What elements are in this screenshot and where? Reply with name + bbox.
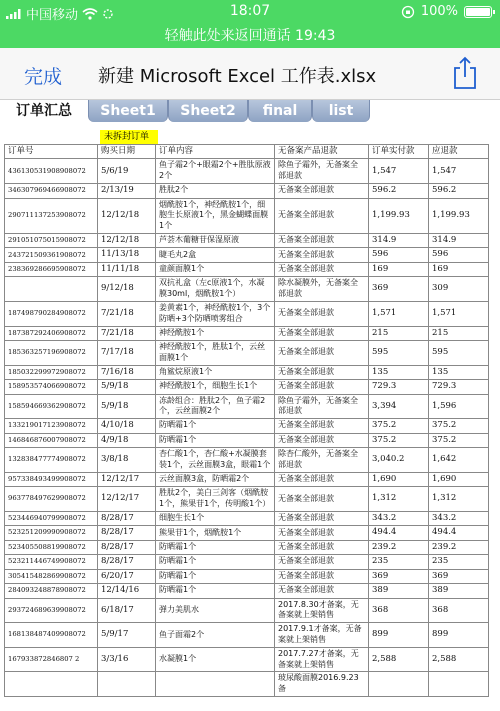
content-cell[interactable]: 防晒霜1个 (156, 540, 275, 554)
paid-cell[interactable]: 239.2 (369, 540, 429, 554)
refund-cell[interactable]: 215 (429, 326, 489, 340)
table-row (5, 511, 489, 525)
paid-cell[interactable]: 1,547 (369, 159, 429, 184)
unopened-orders-label: 未拆封订单 (100, 130, 158, 144)
paid-cell[interactable]: 235 (369, 555, 429, 569)
status-cell[interactable]: 除水凝膜外，无备案全部退款 (275, 277, 369, 302)
date-cell[interactable]: 11/11/18 (98, 262, 156, 276)
status-cell[interactable]: 无备案全部退款 (275, 326, 369, 340)
refund-cell[interactable]: 1,199.93 (429, 198, 489, 233)
date-cell[interactable]: 5/9/18 (98, 394, 156, 419)
content-cell[interactable]: 神经酰胺1个，胜肽1个，云丝面膜1个 (156, 340, 275, 365)
header-order-content[interactable]: 订单内容 (156, 145, 275, 159)
table-row (5, 623, 489, 648)
paid-cell[interactable]: 494.4 (369, 526, 429, 540)
status-cell[interactable]: 无备案全部退款 (275, 472, 369, 486)
refund-cell[interactable]: 1,596 (429, 394, 489, 419)
status-cell[interactable]: 无备案全部退款 (275, 540, 369, 554)
refund-cell[interactable]: 309 (429, 277, 489, 302)
status-cell[interactable]: 无备案全部退款 (275, 511, 369, 525)
content-cell[interactable]: 冻龄组合：胜肽2个，鱼子霜2个，云丝面膜2个 (156, 394, 275, 419)
table-row (5, 340, 489, 365)
date-cell[interactable]: 5/6/19 (98, 159, 156, 184)
order-id-cell[interactable]: 284093248878908072 (5, 584, 98, 598)
status-cell[interactable]: 无备案全部退款 (275, 584, 369, 598)
refund-cell[interactable]: 239.2 (429, 540, 489, 554)
order-id-cell[interactable]: 133219017123908072 (5, 419, 98, 433)
status-cell[interactable]: 无备案全部退款 (275, 433, 369, 447)
status-cell[interactable]: 无备案全部退款 (275, 248, 369, 262)
table-row (5, 277, 489, 302)
content-cell[interactable]: 云丝面膜3盒，防晒霜2个 (156, 472, 275, 486)
refund-cell[interactable]: 1,312 (429, 487, 489, 512)
paid-cell[interactable]: 596.2 (369, 184, 429, 198)
header-refund-status[interactable]: 无备案产品退款 (275, 145, 369, 159)
content-cell[interactable]: 双抗礼盒（左c原液1个，水凝膜30ml，烟酰胺1个） (156, 277, 275, 302)
paid-cell[interactable]: 899 (369, 623, 429, 648)
table-row (5, 555, 489, 569)
sheet-tabs (0, 100, 500, 124)
paid-cell[interactable]: 1,690 (369, 472, 429, 486)
header-purchase-date[interactable]: 购买日期 (98, 145, 156, 159)
refund-cell[interactable]: 1,642 (429, 448, 489, 473)
refund-cell[interactable]: 375.2 (429, 433, 489, 447)
table-row (5, 419, 489, 433)
table-row (5, 487, 489, 512)
header-refund-due[interactable]: 应退款 (429, 145, 489, 159)
paid-cell[interactable]: 375.2 (369, 433, 429, 447)
paid-cell[interactable]: 3,040.2 (369, 448, 429, 473)
refund-cell[interactable]: 375.2 (429, 419, 489, 433)
date-cell[interactable]: 7/16/18 (98, 365, 156, 379)
order-id-cell[interactable]: 305415482869908072 (5, 569, 98, 583)
status-cell[interactable]: 无备案全部退款 (275, 380, 369, 394)
refund-cell[interactable]: 899 (429, 623, 489, 648)
paid-cell[interactable]: 1,312 (369, 487, 429, 512)
table-row (5, 198, 489, 233)
status-cell[interactable]: 除鱼子霜外，无备案全部退款 (275, 394, 369, 419)
order-id-cell[interactable]: 168138487409908072 (5, 623, 98, 648)
order-id-cell[interactable]: 132838477774908072 (5, 448, 98, 473)
content-cell[interactable]: 杏仁酸1个，杏仁酸+水凝膜套装1个，云丝面膜3盒，眼霜1个 (156, 448, 275, 473)
order-id-cell[interactable]: 158594669362908072 (5, 394, 98, 419)
refund-cell[interactable]: 389 (429, 584, 489, 598)
spreadsheet[interactable] (4, 128, 496, 711)
refund-cell[interactable]: 369 (429, 569, 489, 583)
order-id-cell[interactable]: 167933872846807 2 (5, 647, 98, 672)
date-cell[interactable]: 7/21/18 (98, 326, 156, 340)
content-cell[interactable]: 防晒霜1个 (156, 555, 275, 569)
status-cell[interactable]: 2017.7.27才备案，无备案就上架销售 (275, 647, 369, 672)
refund-cell[interactable]: 314.9 (429, 233, 489, 247)
date-cell[interactable]: 12/12/18 (98, 198, 156, 233)
return-to-call-banner[interactable]: 轻触此处来返回通话 19:43 (0, 26, 500, 48)
content-cell[interactable]: 细胞生长1个 (156, 511, 275, 525)
table-row (5, 301, 489, 326)
battery-icon (464, 6, 492, 18)
table-row (5, 159, 489, 184)
status-cell[interactable]: 无备案全部退款 (275, 184, 369, 198)
table-row (5, 380, 489, 394)
paid-cell[interactable]: 369 (369, 569, 429, 583)
content-cell[interactable]: 姜黄素1个，神经酰胺1个，3个防晒+3个防晒喷雾组合 (156, 301, 275, 326)
orders-table (4, 144, 489, 697)
order-id-cell[interactable]: 293724689639908072 (5, 598, 98, 623)
order-id-cell[interactable]: 290711137253908072 (5, 198, 98, 233)
order-id-cell[interactable]: 957338493499908072 (5, 472, 98, 486)
order-id-cell[interactable]: 963778497629908072 (5, 487, 98, 512)
content-cell[interactable]: 童颜面膜1个 (156, 262, 275, 276)
table-row (5, 326, 489, 340)
order-id-cell[interactable]: 185032299972908072 (5, 365, 98, 379)
table-row (5, 433, 489, 447)
content-cell[interactable]: 弹力美肌水 (156, 598, 275, 623)
order-id-cell[interactable]: 185363257196908072 (5, 340, 98, 365)
table-row (5, 526, 489, 540)
content-cell[interactable]: 熊果苷1个，烟酰胺1个 (156, 526, 275, 540)
tab-sheet2[interactable]: Sheet2 (168, 100, 248, 122)
date-cell[interactable]: 7/17/18 (98, 340, 156, 365)
header-order-id[interactable]: 订单号 (5, 145, 98, 159)
status-cell[interactable]: 无备案全部退款 (275, 487, 369, 512)
document-title: 新建 Microsoft Excel 工作表.xlsx (98, 66, 377, 87)
clock: 18:07 (229, 3, 271, 19)
refund-cell[interactable]: 596.2 (429, 184, 489, 198)
table-row (5, 262, 489, 276)
order-id-cell[interactable]: 238369286695908072 (5, 262, 98, 276)
status-cell[interactable]: 玻尿酸面膜2016.9.23备 (275, 672, 369, 697)
status-cell[interactable]: 无备案全部退款 (275, 262, 369, 276)
paid-cell[interactable]: 1,199.93 (369, 198, 429, 233)
table-row (5, 184, 489, 198)
order-id-cell[interactable]: 436130531908908072 (5, 159, 98, 184)
carrier-name: 中国移动 (26, 8, 79, 23)
refund-cell[interactable]: 235 (429, 555, 489, 569)
date-cell[interactable]: 12/14/16 (98, 584, 156, 598)
paid-cell[interactable]: 3,394 (369, 394, 429, 419)
order-id-cell[interactable]: 243721509361908072 (5, 248, 98, 262)
order-id-cell[interactable]: 146846876007908072 (5, 433, 98, 447)
order-id-cell[interactable]: 523251209990908072 (5, 526, 98, 540)
status-cell[interactable]: 除杏仁酸外，无备案全部退款 (275, 448, 369, 473)
content-cell[interactable]: 鱼子霜2个+眼霜2个+胜肽原液2个 (156, 159, 275, 184)
paid-cell[interactable]: 314.9 (369, 233, 429, 247)
table-row (5, 448, 489, 473)
table-row (5, 598, 489, 623)
date-cell[interactable]: 5/9/18 (98, 380, 156, 394)
refund-cell[interactable]: 494.4 (429, 526, 489, 540)
date-cell[interactable]: 8/28/17 (98, 540, 156, 554)
order-id-cell[interactable]: 187498790284908072 (5, 301, 98, 326)
share-icon[interactable] (452, 56, 478, 90)
paid-cell[interactable]: 1,571 (369, 301, 429, 326)
content-cell[interactable]: 防晒霜1个 (156, 419, 275, 433)
content-cell[interactable]: 防晒霜1个 (156, 569, 275, 583)
status-cell[interactable]: 2017.9.1才备案，无备案就上架销售 (275, 623, 369, 648)
date-cell[interactable]: 12/12/17 (98, 487, 156, 512)
content-cell[interactable]: 水凝膜1个 (156, 647, 275, 672)
refund-cell[interactable]: 343.2 (429, 511, 489, 525)
status-cell[interactable]: 无备案全部退款 (275, 365, 369, 379)
order-id-cell[interactable]: 523446940799908072 (5, 511, 98, 525)
date-cell[interactable]: 5/9/17 (98, 623, 156, 648)
table-row (5, 233, 489, 247)
refund-cell[interactable]: 729.3 (429, 380, 489, 394)
date-cell[interactable]: 12/12/17 (98, 472, 156, 486)
order-id-cell[interactable]: 346307969466908072 (5, 184, 98, 198)
paid-cell[interactable]: 595 (369, 340, 429, 365)
date-cell[interactable]: 9/12/18 (98, 277, 156, 302)
content-cell[interactable]: 鱼子面霜2个 (156, 623, 275, 648)
status-cell[interactable]: 无备案全部退款 (275, 198, 369, 233)
content-cell[interactable]: 烟酰胺1个，神经酰胺1个，细胞生长原液1个，黑金蝴蝶面膜1个 (156, 198, 275, 233)
paid-cell[interactable]: 169 (369, 262, 429, 276)
table-row (5, 540, 489, 554)
content-cell[interactable]: 防晒霜1个 (156, 584, 275, 598)
order-id-cell[interactable] (5, 672, 98, 697)
battery-percent: 100% (420, 4, 458, 19)
content-cell[interactable]: 睫毛丸2盒 (156, 248, 275, 262)
status-cell[interactable]: 无备案全部退款 (275, 569, 369, 583)
done-button[interactable]: 完成 (24, 66, 63, 88)
status-cell[interactable]: 无备案全部退款 (275, 526, 369, 540)
header-amount-paid[interactable]: 订单实付款 (369, 145, 429, 159)
table-row (5, 472, 489, 486)
table-row (5, 584, 489, 598)
refund-cell[interactable]: 135 (429, 365, 489, 379)
refund-cell[interactable]: 169 (429, 262, 489, 276)
date-cell[interactable]: 6/20/17 (98, 569, 156, 583)
date-cell[interactable]: 7/21/18 (98, 301, 156, 326)
order-id-cell[interactable]: 291051075015908072 (5, 233, 98, 247)
table-row (5, 569, 489, 583)
order-id-cell[interactable]: 187387292406908072 (5, 326, 98, 340)
status-cell[interactable]: 无备案全部退款 (275, 340, 369, 365)
date-cell[interactable]: 2/13/19 (98, 184, 156, 198)
refund-cell[interactable]: 368 (429, 598, 489, 623)
refund-cell[interactable]: 2,588 (429, 647, 489, 672)
status-cell[interactable]: 除鱼子霜外，无备案全部退款 (275, 159, 369, 184)
table-row (5, 672, 489, 697)
orientation-lock-icon (401, 5, 415, 19)
paid-cell[interactable]: 368 (369, 598, 429, 623)
date-cell[interactable]: 3/8/18 (98, 448, 156, 473)
tab-list[interactable]: list (312, 100, 370, 122)
paid-cell[interactable]: 2,588 (369, 647, 429, 672)
nav-bar (0, 48, 500, 100)
header-row (5, 145, 489, 159)
paid-cell[interactable]: 389 (369, 584, 429, 598)
table-row (5, 365, 489, 379)
content-cell[interactable] (156, 672, 275, 697)
refund-cell[interactable]: 595 (429, 340, 489, 365)
status-cell[interactable]: 无备案全部退款 (275, 419, 369, 433)
order-id-cell[interactable]: 523211446749908072 (5, 555, 98, 569)
date-cell[interactable]: 8/28/17 (98, 511, 156, 525)
content-cell[interactable]: 芦荟木葡糖苷保湿原液 (156, 233, 275, 247)
refund-cell[interactable]: 1,690 (429, 472, 489, 486)
date-cell[interactable]: 3/3/16 (98, 647, 156, 672)
order-id-cell[interactable] (5, 277, 98, 302)
content-cell[interactable]: 胜肽2个，美白三剑客（烟酰胺1个，熊果苷1个，传明酸1个） (156, 487, 275, 512)
refund-cell[interactable]: 596 (429, 248, 489, 262)
refund-cell[interactable]: 1,547 (429, 159, 489, 184)
paid-cell[interactable]: 215 (369, 326, 429, 340)
date-cell[interactable]: 12/12/18 (98, 233, 156, 247)
table-row (5, 394, 489, 419)
refund-cell[interactable]: 1,571 (429, 301, 489, 326)
date-cell[interactable] (98, 672, 156, 697)
content-cell[interactable]: 胜肽2个 (156, 184, 275, 198)
paid-cell[interactable]: 343.2 (369, 511, 429, 525)
date-cell[interactable]: 8/28/17 (98, 526, 156, 540)
content-cell[interactable]: 防晒霜1个 (156, 433, 275, 447)
date-cell[interactable]: 4/10/18 (98, 419, 156, 433)
paid-cell[interactable]: 375.2 (369, 419, 429, 433)
content-cell[interactable]: 神经酰胺1个 (156, 326, 275, 340)
paid-cell[interactable]: 729.3 (369, 380, 429, 394)
battery-fill (466, 8, 490, 16)
table-row (5, 248, 489, 262)
order-id-cell[interactable]: 523405508819908072 (5, 540, 98, 554)
paid-cell[interactable] (369, 672, 429, 697)
content-cell[interactable]: 神经酰胺1个，细胞生长1个 (156, 380, 275, 394)
table-row (5, 647, 489, 672)
status-cell[interactable]: 2017.8.30才备案，无备案就上架销售 (275, 598, 369, 623)
tab-order-summary[interactable]: 订单汇总 (0, 100, 88, 122)
refund-cell[interactable] (429, 672, 489, 697)
date-cell[interactable]: 8/28/17 (98, 555, 156, 569)
status-bar (0, 0, 500, 26)
order-id-cell[interactable]: 158953574066908072 (5, 380, 98, 394)
date-cell[interactable]: 11/13/18 (98, 248, 156, 262)
status-cell[interactable]: 无备案全部退款 (275, 301, 369, 326)
paid-cell[interactable]: 596 (369, 248, 429, 262)
content-cell[interactable]: 角鲨烷原液1个 (156, 365, 275, 379)
date-cell[interactable]: 6/18/17 (98, 598, 156, 623)
status-cell[interactable]: 无备案全部退款 (275, 233, 369, 247)
status-cell[interactable]: 无备案全部退款 (275, 555, 369, 569)
tab-final[interactable]: final (248, 100, 312, 122)
tab-sheet1[interactable]: Sheet1 (88, 100, 168, 122)
paid-cell[interactable]: 135 (369, 365, 429, 379)
paid-cell[interactable]: 369 (369, 277, 429, 302)
date-cell[interactable]: 4/9/18 (98, 433, 156, 447)
